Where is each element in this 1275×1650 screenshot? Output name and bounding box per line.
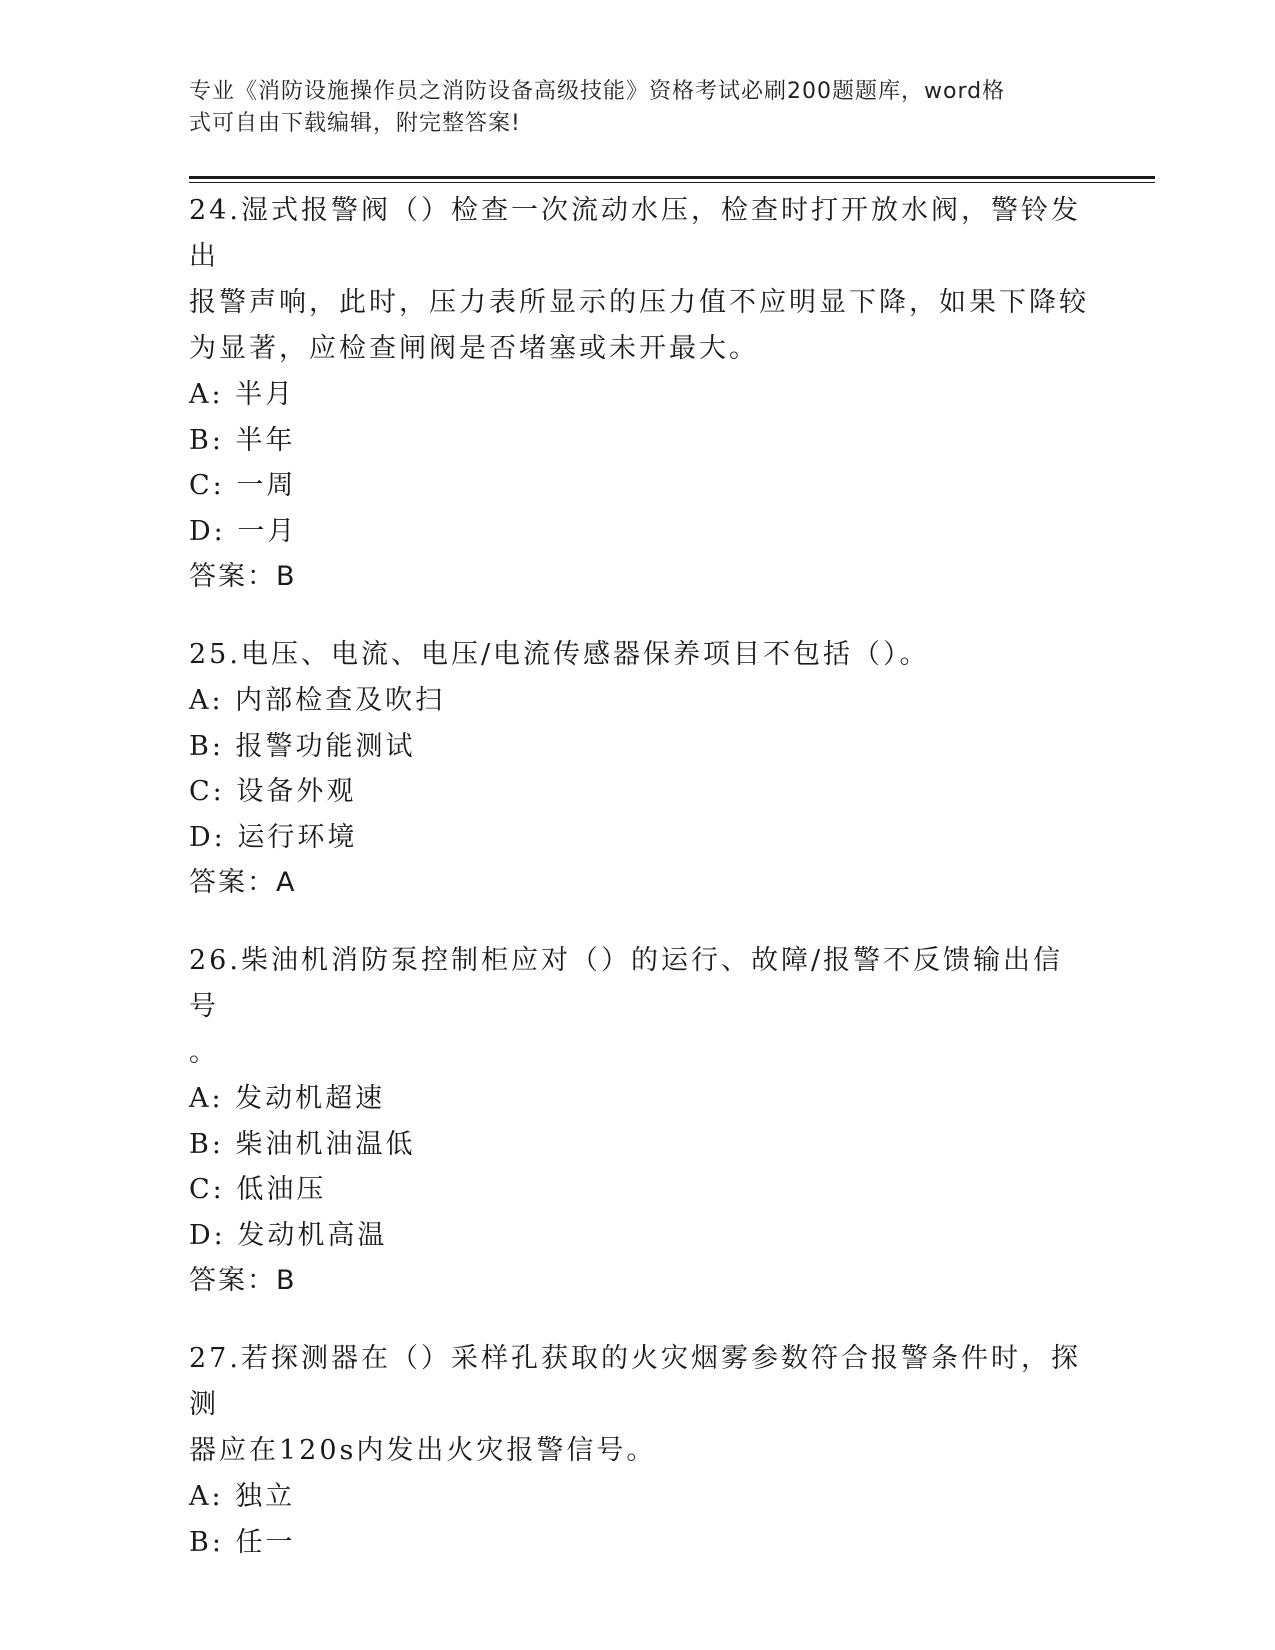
answer-key: 答案：B [189, 561, 297, 592]
option-a: A: 独立 [189, 1481, 296, 1512]
option-b: B: 报警功能测试 [189, 730, 416, 762]
option-d: D: 发动机高温 [189, 1219, 388, 1251]
option-c: C: 设备外观 [189, 776, 357, 807]
option-d: D: 一月 [189, 515, 298, 547]
question-26 [189, 938, 1089, 1304]
question-stem-line: 为显著，应检查闸阀是否堵塞或未开最大。 [189, 333, 759, 364]
answer-key: 答案：A [189, 867, 297, 898]
question-stem-line: 报警声响，此时，压力表所显示的压力值不应明显下降，如果下降较 [189, 287, 1089, 318]
header-divider-thin [189, 182, 1155, 183]
option-c: C: 一周 [189, 470, 297, 501]
question-stem-line: 25.电压、电流、电压/电流传感器保养项目不包括（）。 [189, 639, 930, 670]
question-stem-line: 24.湿式报警阀（）检查一次流动水压，检查时打开放水阀，警铃发出 [189, 195, 1081, 272]
option-a: A: 内部检查及吹扫 [189, 685, 446, 716]
header-line-2: 式可自由下载编辑，附完整答案! [189, 111, 521, 136]
answer-key: 答案：B [189, 1265, 297, 1296]
question-list [189, 188, 1089, 1597]
option-a: A: 发动机超速 [189, 1083, 386, 1114]
option-b: B: 半年 [189, 424, 296, 456]
question-27 [189, 1336, 1089, 1565]
option-b: B: 柴油机油温低 [189, 1128, 416, 1160]
option-a: A: 半月 [189, 379, 296, 410]
question-stem-line: 。 [189, 1037, 219, 1068]
question-24 [189, 188, 1089, 600]
header-line-1: 专业《消防设施操作员之消防设备高级技能》资格考试必刷200题题库，word格 [189, 79, 1006, 104]
option-d: D: 运行环境 [189, 821, 358, 853]
question-stem-line: 27.若探测器在（）采样孔获取的火灾烟雾参数符合报警条件时，探测 [189, 1343, 1081, 1420]
option-b: B: 任一 [189, 1526, 296, 1558]
question-25 [189, 632, 1089, 906]
document-header [189, 76, 1069, 140]
header-divider-thick [189, 176, 1155, 179]
question-stem-line: 器应在120s内发出火灾报警信号。 [189, 1435, 657, 1466]
option-c: C: 低油压 [189, 1174, 327, 1205]
question-stem-line: 26.柴油机消防泵控制柜应对（）的运行、故障/报警不反馈输出信号 [189, 945, 1064, 1022]
